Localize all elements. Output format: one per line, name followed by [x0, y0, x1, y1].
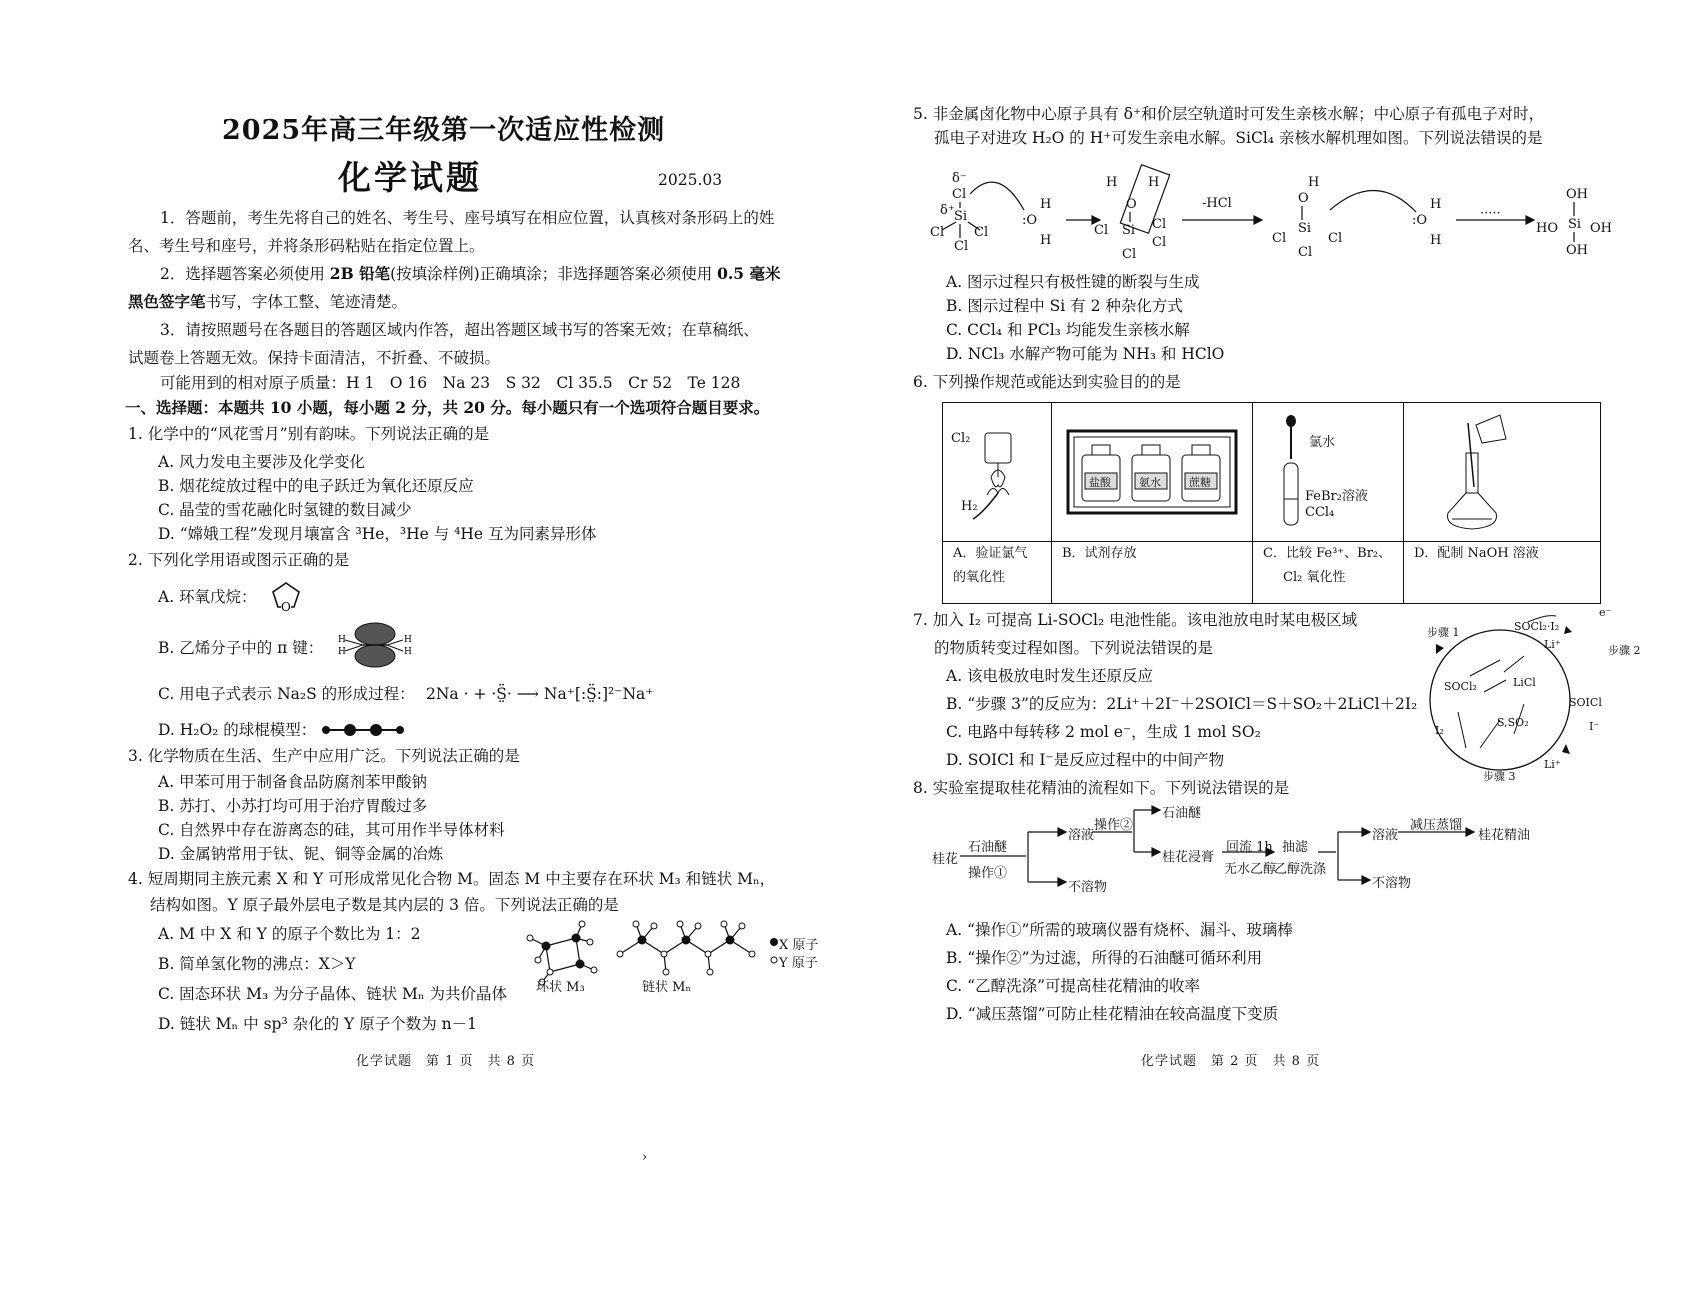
- q5-stem-line-1: 5. 非金属卤化物中心原子具有 δ⁺和价层空轨道时可发生亲核水解；中心原子有孤电子对时，: [913, 105, 1545, 123]
- q6-label-ccl4: CCl₄: [1305, 505, 1335, 520]
- q2-option-a: A. 环氧戊烷：: [158, 588, 257, 606]
- ethylene-pi-bond-icon: [332, 620, 418, 670]
- q8-guihua: 桂花: [932, 852, 959, 867]
- q3-option-b: B. 苏打、小苏打均可用于治疗胃酸过多: [158, 797, 428, 815]
- q8-essential-oil: 桂花精油: [1478, 828, 1531, 843]
- svg-text:HO: HO: [1536, 221, 1558, 236]
- instruction-1-line-1: 1．答题前，考生先将自己的姓名、考生号、座号填写在相应位置，认真核对条形码上的姓: [160, 209, 775, 227]
- q4-ring-label: 环状 M₃: [536, 980, 585, 995]
- q7-i2: I₂: [1435, 724, 1444, 737]
- svg-text:Si: Si: [1298, 221, 1312, 236]
- q6-cell-a-figure: [943, 403, 1052, 542]
- svg-text:H: H: [338, 647, 346, 657]
- q4-legend-x: X 原子: [779, 938, 819, 953]
- q7-licl: LiCl: [1513, 676, 1536, 689]
- svg-text:H: H: [1106, 175, 1118, 190]
- q6-label-febr2: FeBr₂溶液: [1305, 489, 1368, 504]
- q8-ethanol-wash: 乙醇洗涤: [1274, 862, 1327, 877]
- q2-option-c-equation: 2Na · + ·S̤̈· ⟶ Na⁺[:S̤̈:]²⁻Na⁺: [426, 685, 654, 703]
- q7-option-d: D. SOICl 和 I⁻是反应过程中的中间产物: [946, 751, 1225, 769]
- svg-text:Cl: Cl: [954, 239, 969, 254]
- q7-option-c: C. 电路中每转移 2 mol e⁻，生成 1 mol SO₂: [946, 723, 1261, 741]
- svg-text:Cl: Cl: [1152, 235, 1167, 250]
- svg-text:H: H: [404, 635, 412, 645]
- exam-title: 2025年高三年级第一次适应性检测: [222, 115, 666, 146]
- q8-option-a: A. “操作①”所需的玻璃仪器有烧杯、漏斗、玻璃棒: [946, 921, 1293, 939]
- q7-stem-line-2: 的物质转变过程如图。下列说法错误的是: [934, 639, 1214, 657]
- q7-socl2-i2: SOCl₂·I₂: [1514, 620, 1560, 633]
- page-2-footer: 化学试题 第 2 页 共 8 页: [1141, 1054, 1321, 1069]
- q7-socl2: SOCl₂: [1444, 680, 1477, 693]
- q6-stem: 6. 下列操作规范或能达到实验目的的是: [913, 373, 1181, 391]
- q8-option-d: D. “减压蒸馏”可防止桂花精油在较高温度下变质: [946, 1005, 1279, 1023]
- svg-text:O: O: [281, 600, 291, 614]
- q8-solvent-2: 石油醚: [1162, 806, 1202, 821]
- svg-text:Si: Si: [954, 209, 968, 224]
- atomic-masses: 可能用到的相对原子质量：H 1 O 16 Na 23 S 32 Cl 35.5 Cr 52 Te 128: [160, 374, 741, 392]
- q1-option-c: C. 晶莹的雪花融化时氢键的数目减少: [158, 501, 412, 519]
- q4-option-d: D. 链状 Mₙ 中 sp³ 杂化的 Y 原子个数为 n－1: [158, 1015, 477, 1033]
- q3-option-c: C. 自然界中存在游离态的硅，其可用作半导体材料: [158, 821, 505, 839]
- sicl4-hydrolysis-mechanism-diagram: [926, 150, 1646, 262]
- q7-step-1: 步骤 1: [1427, 626, 1460, 639]
- svg-text:δ⁺: δ⁺: [940, 203, 955, 218]
- q1-stem: 1. 化学中的“风花雪月”别有韵味。下列说法正确的是: [128, 425, 490, 443]
- bottle-label-3: 蔗糖: [1189, 476, 1211, 489]
- q6-cell-c-figure: [1253, 403, 1404, 542]
- bottle-label-1: 盐酸: [1089, 476, 1111, 489]
- svg-text:Si: Si: [1568, 217, 1582, 232]
- q3-option-d: D. 金属钠常用于钛、铌、铜等金属的冶炼: [158, 845, 444, 863]
- q3-option-a: A. 甲苯可用于制备食品防腐剂苯甲酸钠: [158, 773, 428, 791]
- q4-option-b: B. 简单氢化物的沸点：X＞Y: [158, 955, 356, 973]
- q7-option-a: A. 该电极放电时发生还原反应: [946, 667, 1154, 685]
- q5-stem-line-2: 孤电子对进攻 H₂O 的 H⁺可发生亲电水解。SiCl₄ 亲核水解机理如图。下列说法错误的是: [934, 129, 1543, 147]
- q8-operation-1: 操作①: [968, 866, 1008, 881]
- q5-option-c: C. CCl₄ 和 PCl₃ 均能发生亲核水解: [946, 321, 1190, 339]
- svg-text:H: H: [1040, 197, 1052, 212]
- svg-text:Cl: Cl: [974, 225, 989, 240]
- q2-option-b: B. 乙烯分子中的 π 键：: [158, 639, 324, 657]
- q1-option-b: B. 烟花绽放过程中的电子跃迁为氧化还原反应: [158, 477, 474, 495]
- epoxypentane-ring-icon: [268, 578, 304, 614]
- q5-option-b: B. 图示过程中 Si 有 2 种杂化方式: [946, 297, 1183, 315]
- q5-option-d: D. NCl₃ 水解产物可能为 NH₃ 和 HClO: [946, 345, 1225, 363]
- page-2: [841, 0, 1682, 1292]
- q2-option-d: D. H₂O₂ 的球棍模型：: [158, 721, 317, 739]
- q7-step-3: 步骤 3: [1483, 770, 1516, 783]
- q5-dots: ·····: [1480, 206, 1501, 221]
- q4-chain-label: 链状 Mₙ: [642, 980, 692, 995]
- svg-text:Cl: Cl: [1094, 223, 1109, 238]
- subject-title: 化学试题: [338, 158, 482, 197]
- q4-stem-line-2: 结构如图。Y 原子最外层电子数是其内层的 3 倍。下列说法正确的是: [150, 896, 619, 914]
- svg-text:H: H: [1148, 175, 1160, 190]
- q8-operation-2: 操作②: [1094, 818, 1134, 833]
- q7-option-b: B. “步骤 3”的反应为：2Li⁺＋2I⁻＋2SOICl＝S＋SO₂＋2LiCl＋2I₂: [946, 695, 1418, 713]
- q3-stem: 3. 化学物质在生活、生产中应用广泛。下列说法正确的是: [128, 747, 520, 765]
- q8-extract: 桂花浸膏: [1162, 850, 1215, 865]
- q7-s-so2: S,SO₂: [1497, 716, 1529, 729]
- svg-text::O: :O: [1022, 213, 1038, 228]
- q6-label-h2: H₂: [961, 499, 978, 514]
- q7-iminus: I⁻: [1589, 720, 1600, 733]
- svg-text:δ⁻: δ⁻: [952, 171, 967, 186]
- q7-soicl: SOICl: [1569, 696, 1602, 709]
- q6-caption-b: B．试剂存放: [1052, 542, 1253, 604]
- q8-option-b: B. “操作②”为过滤，所得的石油醚可循环利用: [946, 949, 1263, 967]
- q6-caption-a: A．验证氯气 的氧化性: [943, 542, 1052, 604]
- svg-text:OH: OH: [1566, 187, 1588, 202]
- q6-cell-d-figure: [1404, 403, 1601, 542]
- bottle-label-2: 氨水: [1139, 476, 1161, 489]
- q7-electron: e⁻: [1599, 606, 1612, 619]
- q7-stem-line-1: 7. 加入 I₂ 可提高 Li-SOCl₂ 电池性能。该电池放电时某电极区域: [913, 611, 1358, 629]
- svg-text:H: H: [404, 647, 412, 657]
- svg-text:Cl: Cl: [1272, 231, 1287, 246]
- q8-option-c: C. “乙醇洗涤”可提高桂花精油的收率: [946, 977, 1201, 995]
- svg-text:H: H: [1430, 197, 1442, 212]
- q4-legend-y: Y 原子: [779, 956, 818, 971]
- q8-ethanol: 无水乙醇: [1224, 862, 1277, 877]
- instruction-3-line-1: 3．请按照题号在各题目的答题区域内作答，超出答题区域书写的答案无效；在草稿纸、: [160, 321, 759, 339]
- q5-option-a: A. 图示过程只有极性键的断裂与生成: [946, 273, 1200, 291]
- svg-text:O: O: [1298, 191, 1309, 206]
- svg-text:Cl: Cl: [1298, 245, 1313, 260]
- svg-text:Cl: Cl: [1152, 217, 1167, 232]
- exam-date: 2025.03: [658, 171, 723, 189]
- q8-suction-filter: 抽滤: [1282, 840, 1309, 855]
- q8-insoluble-2: 不溶物: [1372, 876, 1412, 891]
- h2o2-ball-stick-icon: [320, 722, 406, 738]
- svg-text:H: H: [338, 635, 346, 645]
- svg-text:OH: OH: [1566, 243, 1588, 258]
- instruction-1-line-2: 名、考生号和座号，并将条形码粘贴在指定位置上。: [128, 237, 485, 255]
- section-1-heading: 一、选择题：本题共 10 小题，每小题 2 分，共 20 分。每小题只有一个选项符合题目要求。: [125, 398, 770, 417]
- q8-stem: 8. 实验室提取桂花精油的流程如下。下列说法错误的是: [913, 779, 1290, 797]
- svg-text::O: :O: [1412, 213, 1428, 228]
- q2-stem: 2. 下列化学用语或图示正确的是: [128, 551, 350, 569]
- q8-solvent-1: 石油醚: [968, 840, 1008, 855]
- q5-minus-hcl: -HCl: [1202, 196, 1232, 211]
- svg-text:H: H: [1308, 175, 1320, 190]
- svg-text:Cl: Cl: [930, 225, 945, 240]
- reagent-shelf-icon: [1052, 403, 1252, 537]
- q1-option-a: A. 风力发电主要涉及化学变化: [158, 453, 366, 471]
- q8-insoluble-1: 不溶物: [1068, 880, 1108, 895]
- q6-caption-d: D．配制 NaOH 溶液: [1404, 542, 1601, 604]
- q4-option-c: C. 固态环状 M₃ 为分子晶体、链状 Mₙ 为共价晶体: [158, 985, 508, 1003]
- page-1-footer: 化学试题 第 1 页 共 8 页: [356, 1054, 536, 1069]
- q6-label-cl2: Cl₂: [951, 431, 971, 446]
- q2-option-c: C. 用电子式表示 Na₂S 的形成过程：: [158, 685, 415, 703]
- instruction-3-line-2: 试题卷上答题无效。保持卡面清洁，不折叠、不破损。: [128, 349, 501, 367]
- q6-experiment-table: [942, 402, 1601, 604]
- q8-solution-1: 溶液: [1068, 828, 1095, 843]
- volumetric-flask-icon: [1404, 403, 1600, 537]
- svg-text:H: H: [1430, 233, 1442, 248]
- scan-mark-icon: ›: [642, 1150, 648, 1165]
- q6-label-chlorine-water: 氯水: [1309, 435, 1336, 450]
- svg-text:Cl: Cl: [952, 187, 967, 202]
- instruction-2-line-1: 2．选择题答案必须使用 2B 铅笔(按填涂样例)正确填涂；非选择题答案必须使用 0.5 毫米: [160, 264, 781, 283]
- q7-li-1: Li⁺: [1544, 638, 1561, 651]
- svg-text:Cl: Cl: [1328, 231, 1343, 246]
- svg-text:Cl: Cl: [1122, 247, 1137, 262]
- q8-solution-2: 溶液: [1372, 828, 1399, 843]
- q6-caption-c: C．比较 Fe³⁺、Br₂、 Cl₂ 氧化性: [1253, 542, 1404, 604]
- q7-li-2: Li⁺: [1544, 758, 1561, 771]
- instruction-2-line-2: 黑色签字笔书写，字体工整、笔迹清楚。: [128, 292, 408, 311]
- svg-text:Si: Si: [1122, 223, 1136, 238]
- q7-step-2: 步骤 2: [1608, 644, 1641, 657]
- q4-stem-line-1: 4. 短周期同主族元素 X 和 Y 可形成常见化合物 M。固态 M 中主要存在环状 M₃ 和链状 Mₙ，: [128, 870, 776, 888]
- svg-text:O: O: [1126, 197, 1137, 212]
- q6-cell-b-figure: [1052, 403, 1253, 542]
- q8-vacuum-distill: 减压蒸馏: [1410, 818, 1463, 833]
- q8-reflux: 回流 1h: [1226, 840, 1273, 855]
- q4-option-a: A. M 中 X 和 Y 的原子个数比为 1：2: [158, 925, 421, 943]
- q8-flowchart-diagram: [926, 800, 1646, 910]
- svg-text:OH: OH: [1590, 221, 1612, 236]
- q1-option-d: D. “嫦娥工程”发现月壤富含 ³He，³He 与 ⁴He 互为同素异形体: [158, 525, 597, 543]
- svg-text:H: H: [1040, 233, 1052, 248]
- cl2-h2-combustion-icon: [943, 403, 1051, 537]
